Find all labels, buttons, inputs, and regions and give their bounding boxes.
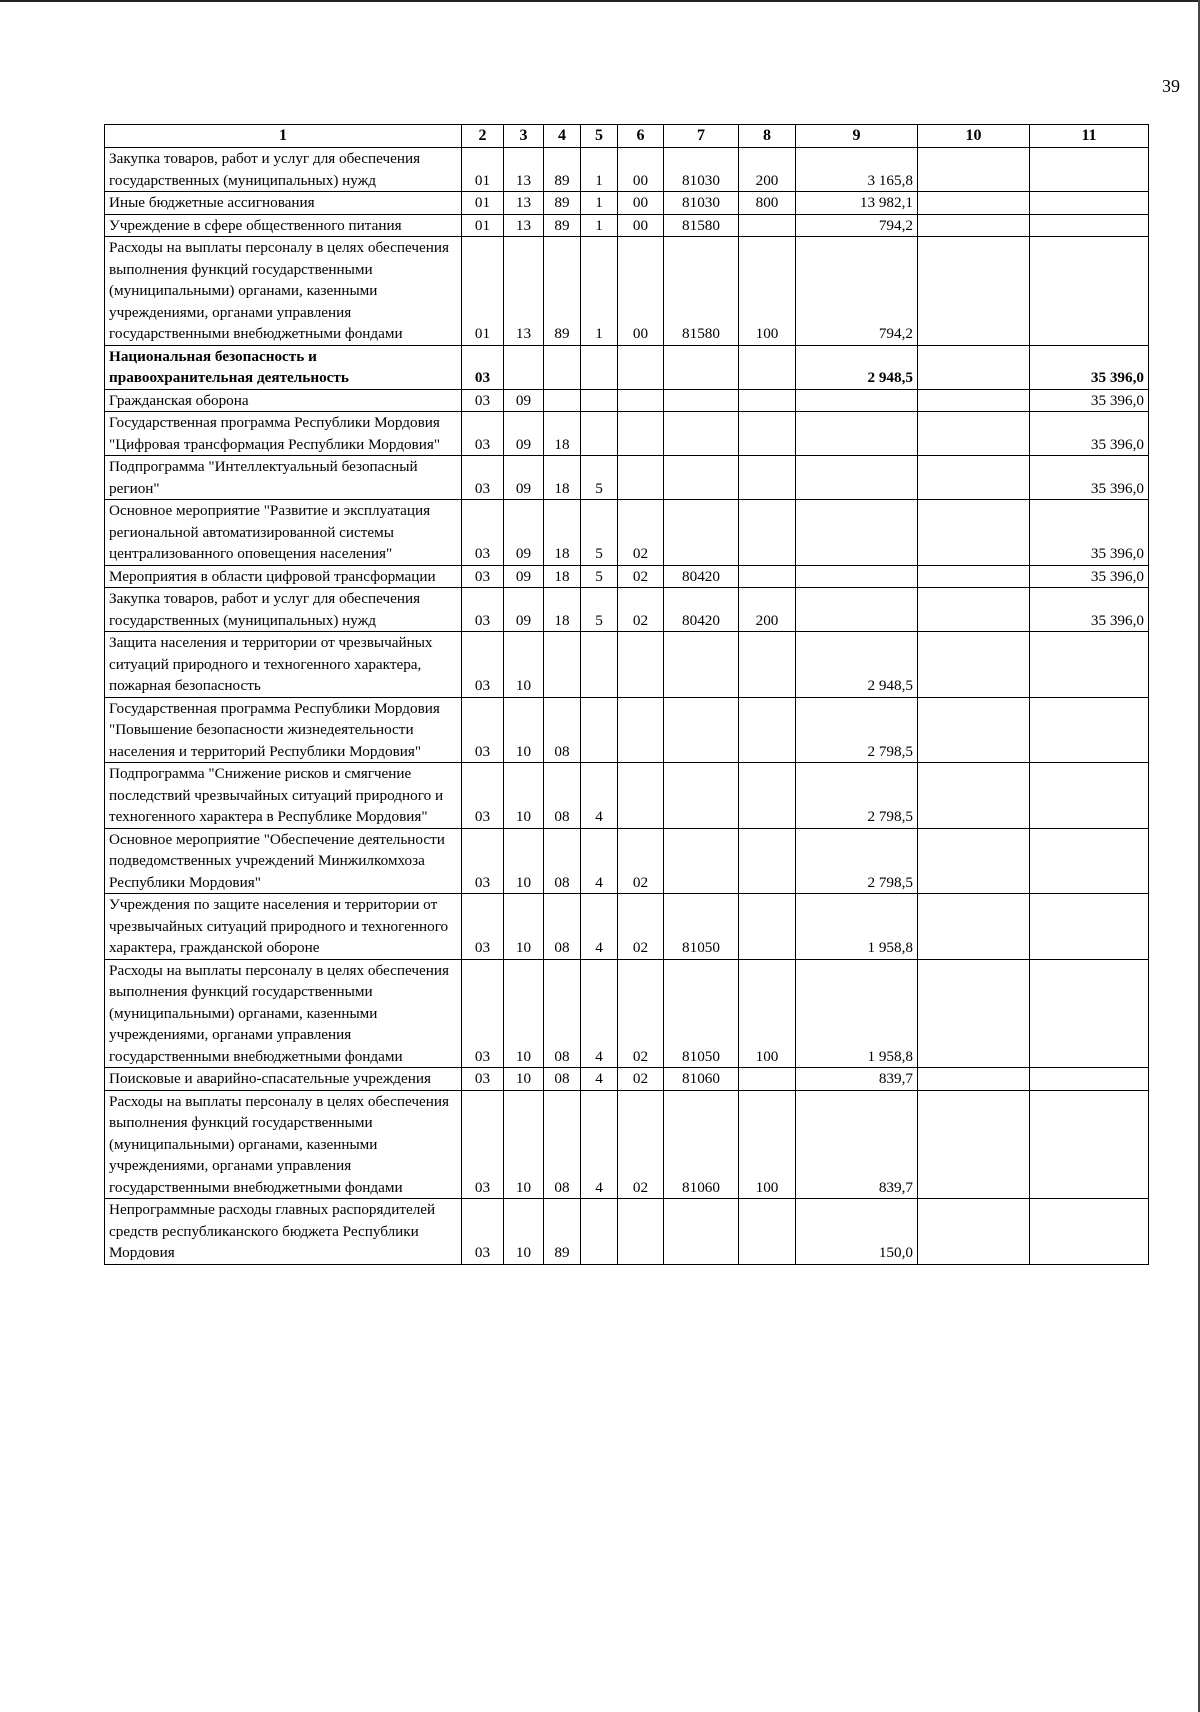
code-section: 03 bbox=[462, 345, 504, 389]
code-program: 08 bbox=[544, 1090, 581, 1199]
code-subprogram: 4 bbox=[581, 894, 618, 960]
code-subsection: 13 bbox=[504, 237, 544, 346]
amount-col11: 35 396,0 bbox=[1030, 500, 1149, 566]
header-row bbox=[105, 125, 1149, 148]
code-program: 89 bbox=[544, 1199, 581, 1265]
code-activity: 00 bbox=[618, 214, 664, 237]
amount-col11 bbox=[1030, 1068, 1149, 1091]
code-subsection: 10 bbox=[504, 632, 544, 698]
amount-col9: 2 798,5 bbox=[796, 828, 918, 894]
amount-col10 bbox=[918, 214, 1030, 237]
code-direction: 81030 bbox=[664, 192, 739, 215]
code-subprogram: 4 bbox=[581, 763, 618, 829]
amount-col11 bbox=[1030, 894, 1149, 960]
code-program: 89 bbox=[544, 148, 581, 192]
budget-table bbox=[104, 124, 1149, 1265]
amount-col9: 2 948,5 bbox=[796, 632, 918, 698]
code-direction: 81030 bbox=[664, 148, 739, 192]
amount-col11: 35 396,0 bbox=[1030, 412, 1149, 456]
code-expense-type bbox=[739, 697, 796, 763]
code-subsection: 09 bbox=[504, 500, 544, 566]
code-direction bbox=[664, 500, 739, 566]
col-header: 5 bbox=[581, 125, 618, 148]
code-subsection: 10 bbox=[504, 1090, 544, 1199]
table-row bbox=[105, 697, 1149, 763]
amount-col9: 839,7 bbox=[796, 1068, 918, 1091]
row-name: Закупка товаров, работ и услуг для обеспечения государственных (муниципальных) нужд bbox=[105, 148, 462, 192]
amount-col9: 2 798,5 bbox=[796, 697, 918, 763]
code-program: 18 bbox=[544, 500, 581, 566]
table-row bbox=[105, 828, 1149, 894]
code-subsection: 10 bbox=[504, 1199, 544, 1265]
code-activity: 02 bbox=[618, 500, 664, 566]
code-expense-type bbox=[739, 894, 796, 960]
amount-col9: 1 958,8 bbox=[796, 959, 918, 1068]
code-activity bbox=[618, 697, 664, 763]
amount-col11 bbox=[1030, 828, 1149, 894]
row-name: Учреждение в сфере общественного питания bbox=[105, 214, 462, 237]
amount-col9 bbox=[796, 456, 918, 500]
row-name: Гражданская оборона bbox=[105, 389, 462, 412]
code-activity: 02 bbox=[618, 959, 664, 1068]
code-subsection: 10 bbox=[504, 1068, 544, 1091]
col-header: 2 bbox=[462, 125, 504, 148]
code-subprogram: 1 bbox=[581, 192, 618, 215]
code-activity: 00 bbox=[618, 237, 664, 346]
amount-col11: 35 396,0 bbox=[1030, 456, 1149, 500]
code-section: 03 bbox=[462, 412, 504, 456]
amount-col9 bbox=[796, 588, 918, 632]
amount-col11 bbox=[1030, 763, 1149, 829]
code-section: 01 bbox=[462, 148, 504, 192]
row-name: Национальная безопасность и правоохранительная деятельность bbox=[105, 345, 462, 389]
amount-col10 bbox=[918, 763, 1030, 829]
code-subsection bbox=[504, 345, 544, 389]
code-section: 03 bbox=[462, 959, 504, 1068]
row-name: Поисковые и аварийно-спасательные учреждения bbox=[105, 1068, 462, 1091]
amount-col11: 35 396,0 bbox=[1030, 345, 1149, 389]
row-name: Закупка товаров, работ и услуг для обеспечения государственных (муниципальных) нужд bbox=[105, 588, 462, 632]
amount-col10 bbox=[918, 1199, 1030, 1265]
code-activity bbox=[618, 632, 664, 698]
code-program: 18 bbox=[544, 588, 581, 632]
amount-col11 bbox=[1030, 1090, 1149, 1199]
table-row bbox=[105, 894, 1149, 960]
row-name: Учреждения по защите населения и территории от чрезвычайных ситуаций природного и техногенного характера, гражданской обороне bbox=[105, 894, 462, 960]
code-section: 03 bbox=[462, 697, 504, 763]
code-direction bbox=[664, 1199, 739, 1265]
code-direction: 81580 bbox=[664, 214, 739, 237]
code-direction: 81060 bbox=[664, 1068, 739, 1091]
row-name: Мероприятия в области цифровой трансформации bbox=[105, 565, 462, 588]
amount-col10 bbox=[918, 697, 1030, 763]
code-expense-type bbox=[739, 565, 796, 588]
amount-col10 bbox=[918, 456, 1030, 500]
code-expense-type bbox=[739, 214, 796, 237]
code-expense-type bbox=[739, 1068, 796, 1091]
code-expense-type: 200 bbox=[739, 588, 796, 632]
col-header: 3 bbox=[504, 125, 544, 148]
code-expense-type: 100 bbox=[739, 959, 796, 1068]
amount-col10 bbox=[918, 500, 1030, 566]
amount-col9: 150,0 bbox=[796, 1199, 918, 1265]
amount-col10 bbox=[918, 412, 1030, 456]
col-header: 6 bbox=[618, 125, 664, 148]
table-row bbox=[105, 565, 1149, 588]
amount-col11 bbox=[1030, 214, 1149, 237]
amount-col10 bbox=[918, 192, 1030, 215]
amount-col10 bbox=[918, 1068, 1030, 1091]
page-number: 39 bbox=[1162, 76, 1180, 96]
row-name: Расходы на выплаты персоналу в целях обеспечения выполнения функций государственными (муниципальными) органами, казенными учреждениями, органами управления государственными внебюджетными фондами bbox=[105, 1090, 462, 1199]
amount-col10 bbox=[918, 632, 1030, 698]
code-direction: 81580 bbox=[664, 237, 739, 346]
table-row bbox=[105, 148, 1149, 192]
code-section: 03 bbox=[462, 1090, 504, 1199]
code-subsection: 13 bbox=[504, 214, 544, 237]
code-direction: 80420 bbox=[664, 588, 739, 632]
amount-col9: 2 798,5 bbox=[796, 763, 918, 829]
code-expense-type bbox=[739, 500, 796, 566]
code-section: 03 bbox=[462, 828, 504, 894]
table-row bbox=[105, 237, 1149, 346]
amount-col11: 35 396,0 bbox=[1030, 389, 1149, 412]
row-name: Государственная программа Республики Мордовия "Цифровая трансформация Республики Мордовия" bbox=[105, 412, 462, 456]
code-subsection: 09 bbox=[504, 588, 544, 632]
amount-col11 bbox=[1030, 237, 1149, 346]
code-activity bbox=[618, 1199, 664, 1265]
code-activity bbox=[618, 412, 664, 456]
code-activity: 00 bbox=[618, 148, 664, 192]
table-row bbox=[105, 345, 1149, 389]
col-header: 4 bbox=[544, 125, 581, 148]
code-section: 03 bbox=[462, 565, 504, 588]
table-row bbox=[105, 500, 1149, 566]
table-row bbox=[105, 1199, 1149, 1265]
code-activity bbox=[618, 763, 664, 829]
code-expense-type: 800 bbox=[739, 192, 796, 215]
row-name: Подпрограмма "Интеллектуальный безопасный регион" bbox=[105, 456, 462, 500]
code-activity bbox=[618, 345, 664, 389]
code-section: 01 bbox=[462, 237, 504, 346]
code-subprogram bbox=[581, 632, 618, 698]
amount-col10 bbox=[918, 237, 1030, 346]
code-section: 03 bbox=[462, 894, 504, 960]
table-row bbox=[105, 214, 1149, 237]
code-direction: 81050 bbox=[664, 894, 739, 960]
code-expense-type: 100 bbox=[739, 1090, 796, 1199]
col-header: 9 bbox=[796, 125, 918, 148]
code-section: 03 bbox=[462, 1068, 504, 1091]
amount-col11: 35 396,0 bbox=[1030, 588, 1149, 632]
code-subprogram: 1 bbox=[581, 214, 618, 237]
row-name: Непрограммные расходы главных распорядителей средств республиканского бюджета Республики Мордовия bbox=[105, 1199, 462, 1265]
amount-col10 bbox=[918, 345, 1030, 389]
amount-col11 bbox=[1030, 697, 1149, 763]
row-name: Подпрограмма "Снижение рисков и смягчение последствий чрезвычайных ситуаций природного и техногенного характера в Республике Мордовия" bbox=[105, 763, 462, 829]
code-direction: 81060 bbox=[664, 1090, 739, 1199]
code-expense-type bbox=[739, 632, 796, 698]
code-program: 08 bbox=[544, 959, 581, 1068]
code-activity: 02 bbox=[618, 894, 664, 960]
col-header: 10 bbox=[918, 125, 1030, 148]
amount-col11: 35 396,0 bbox=[1030, 565, 1149, 588]
row-name: Основное мероприятие "Развитие и эксплуатация региональной автоматизированной системы централизованного оповещения населения" bbox=[105, 500, 462, 566]
code-program: 18 bbox=[544, 456, 581, 500]
table-row bbox=[105, 763, 1149, 829]
code-program: 18 bbox=[544, 412, 581, 456]
amount-col9: 3 165,8 bbox=[796, 148, 918, 192]
amount-col10 bbox=[918, 588, 1030, 632]
row-name: Расходы на выплаты персоналу в целях обеспечения выполнения функций государственными (муниципальными) органами, казенными учреждениями, органами управления государственными внебюджетными фондами bbox=[105, 237, 462, 346]
row-name: Иные бюджетные ассигнования bbox=[105, 192, 462, 215]
code-expense-type bbox=[739, 828, 796, 894]
table-row bbox=[105, 1090, 1149, 1199]
code-program: 08 bbox=[544, 1068, 581, 1091]
code-subsection: 10 bbox=[504, 828, 544, 894]
code-expense-type bbox=[739, 456, 796, 500]
code-direction bbox=[664, 345, 739, 389]
table-row bbox=[105, 389, 1149, 412]
amount-col10 bbox=[918, 1090, 1030, 1199]
code-activity: 00 bbox=[618, 192, 664, 215]
code-direction bbox=[664, 632, 739, 698]
scan-border-top bbox=[0, 0, 1200, 2]
code-expense-type: 100 bbox=[739, 237, 796, 346]
code-section: 01 bbox=[462, 214, 504, 237]
code-activity: 02 bbox=[618, 565, 664, 588]
table-row bbox=[105, 192, 1149, 215]
code-direction bbox=[664, 456, 739, 500]
code-expense-type: 200 bbox=[739, 148, 796, 192]
col-header: 1 bbox=[105, 125, 462, 148]
code-program: 89 bbox=[544, 237, 581, 346]
amount-col11 bbox=[1030, 959, 1149, 1068]
code-activity bbox=[618, 389, 664, 412]
code-expense-type bbox=[739, 1199, 796, 1265]
code-activity bbox=[618, 456, 664, 500]
code-direction bbox=[664, 412, 739, 456]
code-section: 03 bbox=[462, 389, 504, 412]
row-name: Расходы на выплаты персоналу в целях обеспечения выполнения функций государственными (муниципальными) органами, казенными учреждениями, органами управления государственными внебюджетными фондами bbox=[105, 959, 462, 1068]
code-section: 03 bbox=[462, 632, 504, 698]
code-expense-type bbox=[739, 763, 796, 829]
col-header: 7 bbox=[664, 125, 739, 148]
amount-col9: 794,2 bbox=[796, 214, 918, 237]
code-subsection: 10 bbox=[504, 959, 544, 1068]
code-program: 18 bbox=[544, 565, 581, 588]
code-subprogram bbox=[581, 1199, 618, 1265]
code-subprogram: 1 bbox=[581, 237, 618, 346]
amount-col10 bbox=[918, 828, 1030, 894]
row-name: Защита населения и территории от чрезвычайных ситуаций природного и техногенного характера, пожарная безопасность bbox=[105, 632, 462, 698]
code-expense-type bbox=[739, 345, 796, 389]
code-program bbox=[544, 632, 581, 698]
amount-col9: 13 982,1 bbox=[796, 192, 918, 215]
code-subsection: 09 bbox=[504, 456, 544, 500]
code-section: 03 bbox=[462, 1199, 504, 1265]
code-subsection: 09 bbox=[504, 389, 544, 412]
amount-col10 bbox=[918, 148, 1030, 192]
amount-col9 bbox=[796, 389, 918, 412]
code-subsection: 10 bbox=[504, 763, 544, 829]
code-activity: 02 bbox=[618, 588, 664, 632]
code-program: 89 bbox=[544, 192, 581, 215]
code-subprogram: 4 bbox=[581, 1090, 618, 1199]
code-direction bbox=[664, 828, 739, 894]
table-row bbox=[105, 959, 1149, 1068]
code-subprogram bbox=[581, 389, 618, 412]
code-activity: 02 bbox=[618, 1090, 664, 1199]
code-expense-type bbox=[739, 389, 796, 412]
code-subprogram: 5 bbox=[581, 456, 618, 500]
amount-col9: 794,2 bbox=[796, 237, 918, 346]
code-direction: 80420 bbox=[664, 565, 739, 588]
code-program: 08 bbox=[544, 763, 581, 829]
row-name: Основное мероприятие "Обеспечение деятельности подведомственных учреждений Минжилкомхоза Республики Мордовия" bbox=[105, 828, 462, 894]
code-program: 89 bbox=[544, 214, 581, 237]
code-section: 01 bbox=[462, 192, 504, 215]
code-section: 03 bbox=[462, 500, 504, 566]
col-header: 11 bbox=[1030, 125, 1149, 148]
amount-col9: 2 948,5 bbox=[796, 345, 918, 389]
code-subsection: 13 bbox=[504, 148, 544, 192]
amount-col10 bbox=[918, 894, 1030, 960]
table-row bbox=[105, 412, 1149, 456]
code-activity: 02 bbox=[618, 828, 664, 894]
code-subsection: 09 bbox=[504, 412, 544, 456]
amount-col9: 1 958,8 bbox=[796, 894, 918, 960]
code-subsection: 09 bbox=[504, 565, 544, 588]
table-row bbox=[105, 1068, 1149, 1091]
code-subprogram: 5 bbox=[581, 565, 618, 588]
code-section: 03 bbox=[462, 456, 504, 500]
code-subprogram: 4 bbox=[581, 959, 618, 1068]
code-subprogram bbox=[581, 345, 618, 389]
amount-col10 bbox=[918, 959, 1030, 1068]
amount-col11 bbox=[1030, 148, 1149, 192]
amount-col11 bbox=[1030, 632, 1149, 698]
code-section: 03 bbox=[462, 763, 504, 829]
code-section: 03 bbox=[462, 588, 504, 632]
code-program: 08 bbox=[544, 894, 581, 960]
amount-col9 bbox=[796, 565, 918, 588]
code-program bbox=[544, 389, 581, 412]
code-direction bbox=[664, 697, 739, 763]
code-program bbox=[544, 345, 581, 389]
code-subprogram: 5 bbox=[581, 588, 618, 632]
code-subprogram: 4 bbox=[581, 1068, 618, 1091]
code-subsection: 10 bbox=[504, 697, 544, 763]
code-activity: 02 bbox=[618, 1068, 664, 1091]
table-body bbox=[105, 148, 1149, 1265]
amount-col10 bbox=[918, 389, 1030, 412]
amount-col9 bbox=[796, 500, 918, 566]
table-row bbox=[105, 456, 1149, 500]
amount-col11 bbox=[1030, 192, 1149, 215]
code-subprogram: 5 bbox=[581, 500, 618, 566]
code-direction bbox=[664, 389, 739, 412]
code-expense-type bbox=[739, 412, 796, 456]
amount-col9 bbox=[796, 412, 918, 456]
amount-col9: 839,7 bbox=[796, 1090, 918, 1199]
code-subprogram: 1 bbox=[581, 148, 618, 192]
code-subprogram: 4 bbox=[581, 828, 618, 894]
table-row bbox=[105, 588, 1149, 632]
code-program: 08 bbox=[544, 828, 581, 894]
table-row bbox=[105, 632, 1149, 698]
code-direction bbox=[664, 763, 739, 829]
col-header: 8 bbox=[739, 125, 796, 148]
code-subprogram bbox=[581, 697, 618, 763]
code-subsection: 10 bbox=[504, 894, 544, 960]
code-program: 08 bbox=[544, 697, 581, 763]
code-subsection: 13 bbox=[504, 192, 544, 215]
amount-col10 bbox=[918, 565, 1030, 588]
code-direction: 81050 bbox=[664, 959, 739, 1068]
amount-col11 bbox=[1030, 1199, 1149, 1265]
code-subprogram bbox=[581, 412, 618, 456]
row-name: Государственная программа Республики Мордовия "Повышение безопасности жизнедеятельности населения и территорий Республики Мордовия" bbox=[105, 697, 462, 763]
